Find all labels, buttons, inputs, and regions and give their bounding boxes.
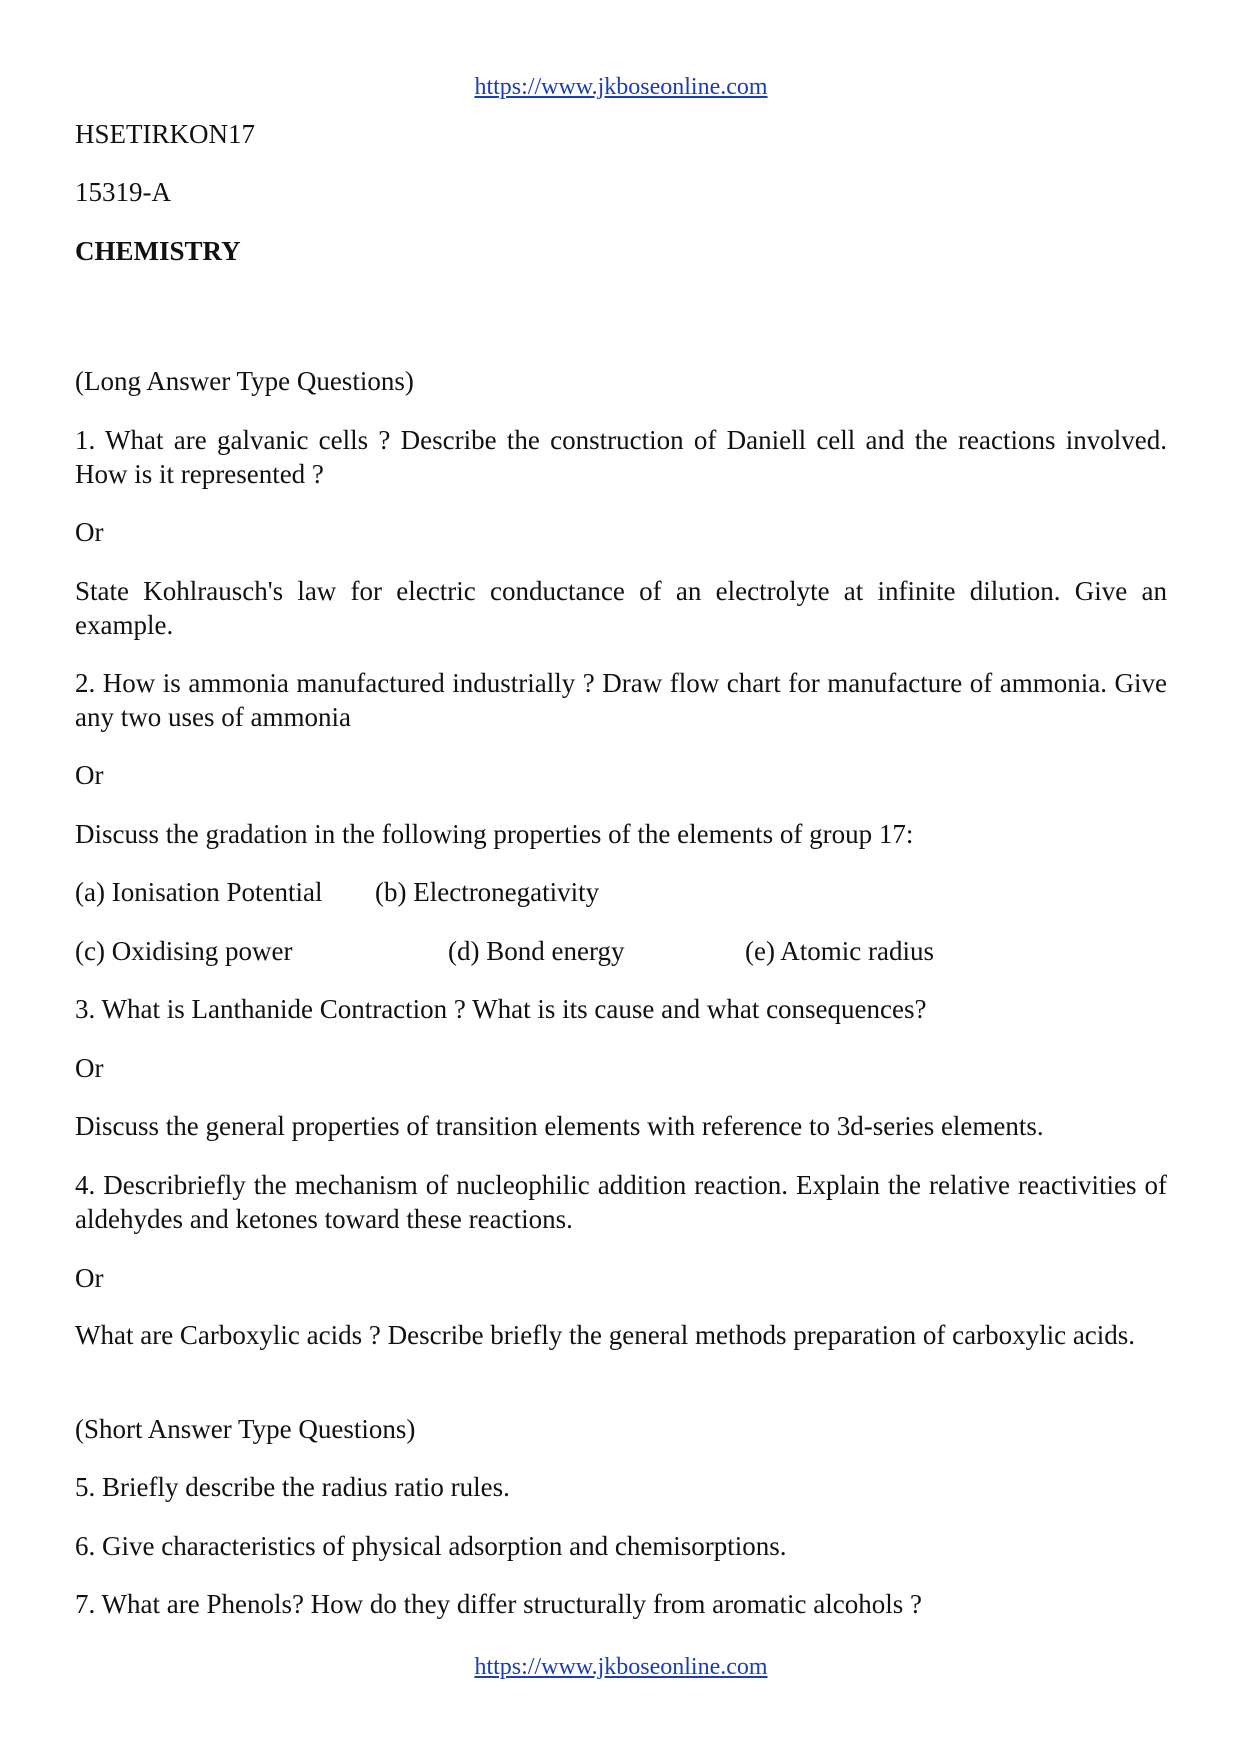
question-1: 1. What are galvanic cells ? Describe the construction of Daniell cell and the reactions involved. How is it represented ?	[75, 425, 1167, 489]
section-short-heading: (Short Answer Type Questions)	[75, 1414, 416, 1444]
option-c: (c) Oxidising power	[75, 936, 293, 966]
section-long-heading: (Long Answer Type Questions)	[75, 366, 414, 396]
question-4-alternative: What are Carboxylic acids ? Describe briefly the general methods preparation of carboxylic acids.	[75, 1320, 1136, 1350]
question-3: 3. What is Lanthanide Contraction ? What is its cause and what consequences?	[75, 994, 927, 1024]
or-label-1: Or	[75, 517, 104, 547]
or-label-3: Or	[75, 1053, 104, 1083]
subject-title: CHEMISTRY	[75, 236, 241, 266]
footer-url-link[interactable]: https://www.jkboseonline.com	[474, 1654, 768, 1680]
option-d: (d) Bond energy	[448, 936, 625, 966]
question-2-alternative: Discuss the gradation in the following properties of the elements of group 17:	[75, 819, 914, 849]
question-1-alternative: State Kohlrausch's law for electric conductance of an electrolyte at infinite dilution. Give an example.	[75, 576, 1167, 640]
question-6: 6. Give characteristics of physical adsorption and chemisorptions.	[75, 1531, 787, 1561]
question-5: 5. Briefly describe the radius ratio rules.	[75, 1472, 510, 1502]
or-label-2: Or	[75, 760, 104, 790]
option-b: (b) Electronegativity	[375, 877, 600, 907]
question-3-alternative: Discuss the general properties of transition elements with reference to 3d-series elements.	[75, 1111, 1044, 1141]
paper-code: HSETIRKON17	[75, 119, 255, 149]
question-2-options-row-1	[75, 875, 1167, 909]
question-2-options-row-2	[75, 934, 1167, 968]
document-page	[75, 0, 1167, 1754]
question-2: 2. How is ammonia manufactured industrially ? Draw flow chart for manufacture of ammonia. Give any two uses of ammonia	[75, 668, 1167, 732]
option-a: (a) Ionisation Potential	[75, 877, 323, 907]
option-e: (e) Atomic radius	[745, 936, 934, 966]
question-4: 4. Describriefly the mechanism of nucleophilic addition reaction. Explain the relative reactivities of aldehydes and ketones toward these reactions.	[75, 1170, 1167, 1234]
paper-number: 15319-A	[75, 177, 171, 207]
header-url-link[interactable]: https://www.jkboseonline.com	[474, 74, 768, 100]
question-7: 7. What are Phenols? How do they differ structurally from aromatic alcohols ?	[75, 1589, 922, 1619]
or-label-4: Or	[75, 1263, 104, 1293]
